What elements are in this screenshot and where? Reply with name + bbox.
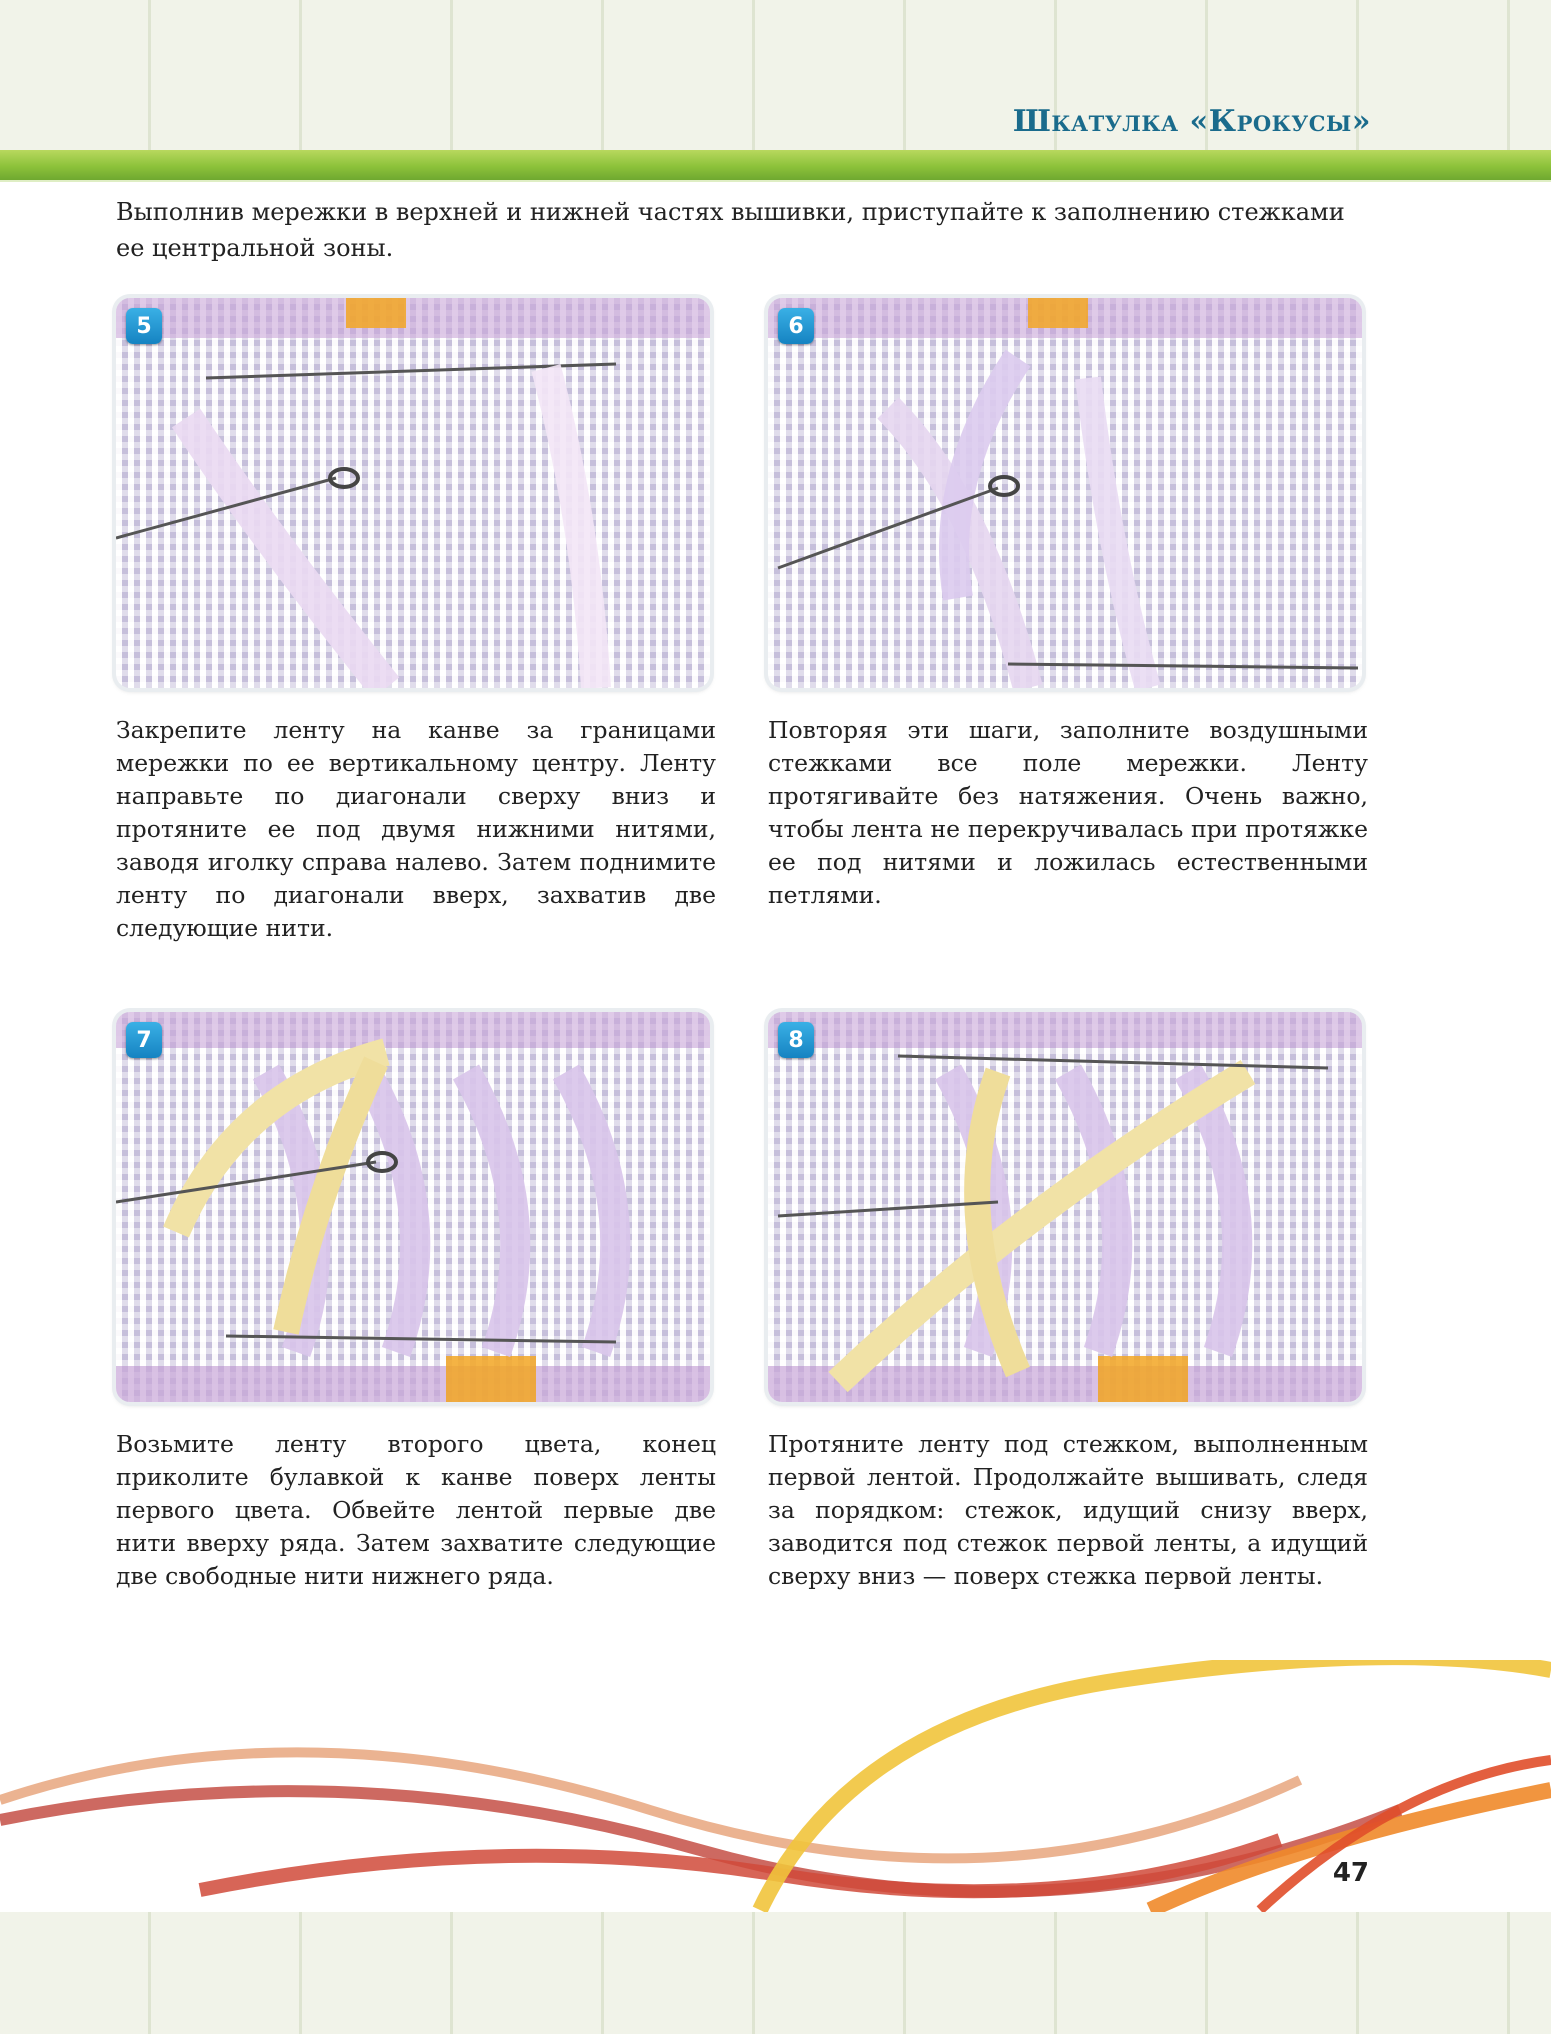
section-title: Шкатулка «Крокусы» <box>1012 104 1371 139</box>
step-7-badge: 7 <box>126 1022 162 1058</box>
step-5-illustration <box>116 298 710 688</box>
step-7-text: Возьмите ленту второго цвета, конец приколите булавкой к канве поверх ленты первого цвета. Обвейте лентой первые две нити вверху ряда. Затем захватите следующие две свободные нити нижнего ряда. <box>116 1430 716 1590</box>
step-7-illustration <box>116 1012 710 1402</box>
step-8-photo <box>768 1012 1362 1402</box>
intro-paragraph: Выполнив мережки в верхней и нижней частях вышивки, приступайте к заполнению стежками ее центральной зоны. <box>116 198 1345 262</box>
step-6-text: Повторяя эти шаги, заполните воздушными стежками все поле мережки. Ленту протягивайте без натяжения. Очень важно, чтобы лента не перекручивалась при протяжке ее под нитями и ложилась естественными петлями. <box>768 716 1368 909</box>
step-7-photo <box>116 1012 710 1402</box>
step-6-illustration <box>768 298 1362 688</box>
step-6-badge: 6 <box>778 308 814 344</box>
step-5-badge: 5 <box>126 308 162 344</box>
step-5-photo <box>116 298 710 688</box>
step-5-text: Закрепите ленту на канве за границами мережки по ее вертикальному центру. Ленту направьте по диагонали сверху вниз и протяните ее под двумя нижними нитями, заводя иголку справа налево. Затем поднимите ленту по диагонали вверх, захватив две следующие нити. <box>116 716 716 942</box>
green-header-band <box>0 150 1551 180</box>
step-8-badge: 8 <box>778 1022 814 1058</box>
step-6-photo <box>768 298 1362 688</box>
footer-background <box>0 1912 1551 2034</box>
decorative-ribbons <box>0 1660 1551 1920</box>
page-number: 47 <box>1332 1858 1369 1888</box>
header-divider <box>0 180 1551 182</box>
step-8-illustration <box>768 1012 1362 1402</box>
step-8-text: Протяните ленту под стежком, выполненным первой лентой. Продолжайте вышивать, следя за порядком: стежок, идущий снизу вверх, заводится под стежок первой ленты, а идущий сверху вниз — поверх стежка первой ленты. <box>768 1430 1368 1590</box>
